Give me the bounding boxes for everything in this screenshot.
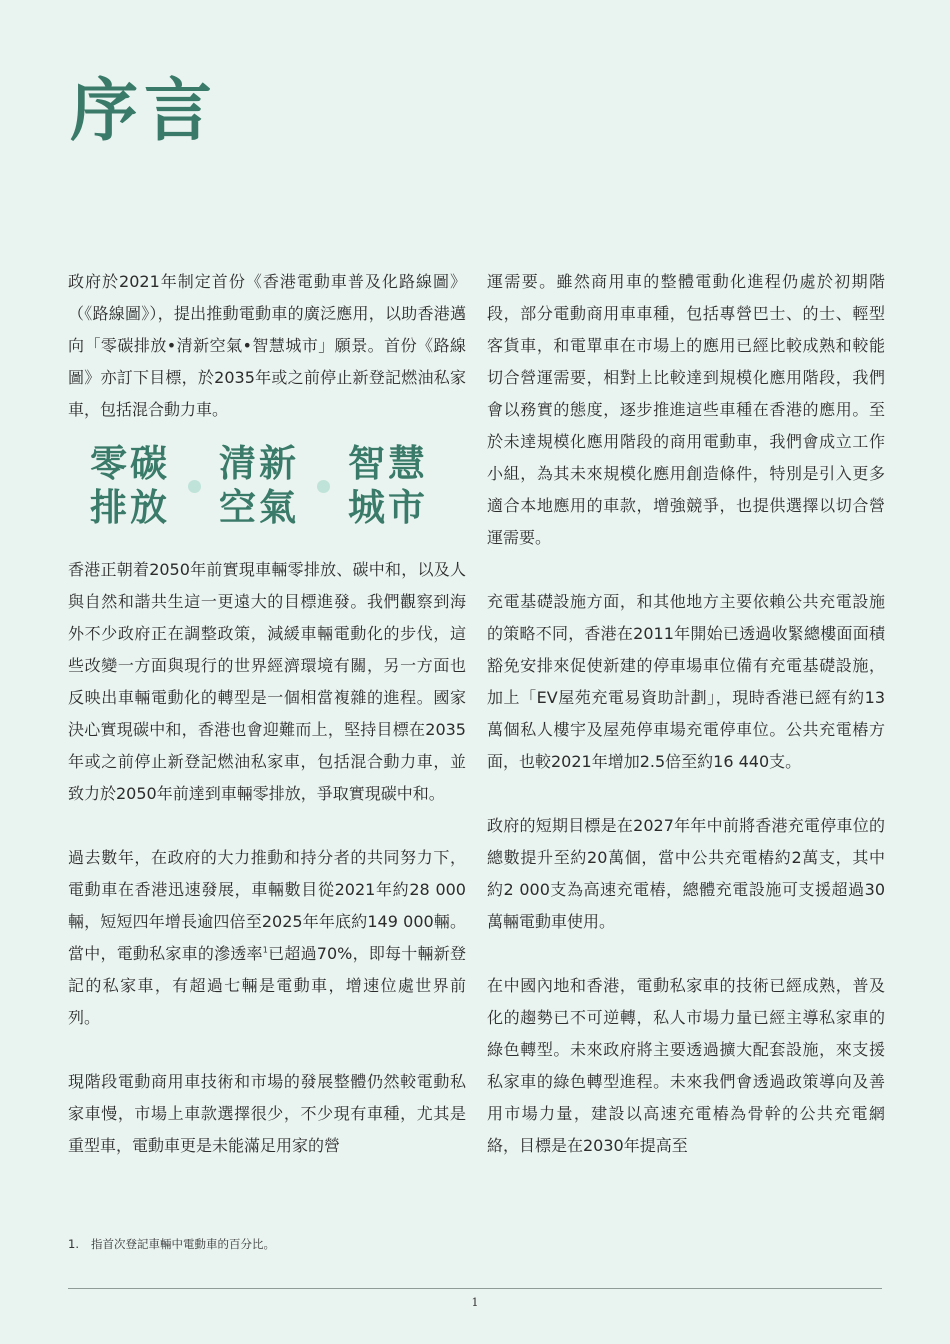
slogan-separator-dot xyxy=(188,480,201,493)
paragraph-commercial-vehicles: 現階段電動商用車技術和市場的發展整體仍然較電動私家車慢，市場上車款選擇很少，不少現有車種，尤其是重型車，電動車更是未能滿足用家的營 xyxy=(68,1072,466,1155)
paragraph-private-car-transition: 在中國內地和香港，電動私家車的技術已經成熟，普及化的趨勢已不可逆轉，私人市場力量已經主導私家車的綠色轉型。未來政府將主要透過擴大配套設施，來支援私家車的綠色轉型進程。未來我們會透過政策導向及善用市場力量，建設以高速充電樁為骨幹的公共充電網絡，目標是在2030年提高至 xyxy=(487,976,885,1155)
paragraph-carbon-neutrality: 香港正朝着2050年前實現車輛零排放、碳中和，以及人與自然和諧共生這一更遠大的目標進發。我們觀察到海外不少政府正在調整政策，減緩車輛電動化的步伐，這些改變一方面與現行的世界經濟環境有關，另一方面也反映出車輛電動化的轉型是一個相當複雜的進程。國家決心實現碳中和，香港也會迎難而上，堅持目標在2035年或之前停止新登記燃油私家車，包括混合動力車，並致力於2050年前達到車輛零排放，爭取實現碳中和。 xyxy=(68,560,466,803)
paragraph-text: 過去數年，在政府的大力推動和持分者的共同努力下，電動車在香港迅速發展，車輛數目從2021年約28 000輛，短短四年增長逾四倍至2025年年底約149 000輛。當中，電動私家車的滲透率 xyxy=(68,848,466,963)
footnote-text: 指首次登記車輛中電動車的百分比。 xyxy=(90,1237,275,1251)
slogan-text: 城市 xyxy=(348,486,428,529)
paragraph-ev-growth xyxy=(68,842,466,1034)
footnote-number: 1. xyxy=(68,1237,79,1251)
left-column xyxy=(68,266,466,1162)
slogan-text: 排放 xyxy=(90,486,170,529)
slogan-clean-air xyxy=(219,442,299,530)
footer-divider xyxy=(68,1288,882,1289)
page-number: 1 xyxy=(471,1296,479,1309)
slogan-zero-carbon xyxy=(90,442,170,530)
paragraph-text: 已超過70%，即每十輛新登記的私家車，有超過七輛是電動車，增速位處世界前列。 xyxy=(68,944,466,1027)
footnote xyxy=(68,1236,275,1252)
paragraph-commercial-vehicles-cont: 運需要。雖然商用車的整體電動化進程仍處於初期階段，部分電動商用車車種，包括專營巴士、的士、輕型客貨車，和電單車在市場上的應用已經比較成熟和較能切合營運需要，相對上比較達到規模化應用階段，我們會以務實的態度，逐步推進這些車種在香港的應用。至於未達規模化應用階段的商用電動車，我們會成立工作小組，為其未來規模化應用創造條件，特別是引入更多適合本地應用的車款，增強競爭，也提供選擇以切合營運需要。 xyxy=(487,272,885,547)
slogan-text: 智慧 xyxy=(348,442,428,485)
footnote-reference: 1 xyxy=(262,945,268,955)
paragraph-charging-infrastructure: 充電基礎設施方面，和其他地方主要依賴公共充電設施的策略不同，香港在2011年開始已透過收緊總樓面面積豁免安排來促使新建的停車場車位備有充電基礎設施，加上「EV屋苑充電易資助計劃」，現時香港已經有約13萬個私人樓宇及屋苑停車場充電停車位。公共充電樁方面，也較2021年增加2.5倍至約16 440支。 xyxy=(487,592,885,771)
right-column xyxy=(487,266,885,1162)
slogan-text: 清新 xyxy=(219,442,299,485)
slogan-text: 空氣 xyxy=(219,486,299,529)
page-title: 序言 xyxy=(70,72,219,151)
slogan-text: 零碳 xyxy=(90,442,170,485)
slogan-smart-city xyxy=(348,442,428,530)
vision-slogan-graphic xyxy=(68,426,466,548)
paragraph-short-term-target: 政府的短期目標是在2027年年中前將香港充電停車位的總數提升至約20萬個，當中公共充電樁約2萬支，其中約2 000支為高速充電樁，總體充電設施可支援超過30萬輛電動車使用。 xyxy=(487,816,885,931)
slogan-separator-dot xyxy=(317,480,330,493)
paragraph-roadmap-intro: 政府於2021年制定首份《香港電動車普及化路線圖》（《路線圖》），提出推動電動車的廣泛應用，以助香港邁向「零碳排放•清新空氣•智慧城市」願景。首份《路線圖》亦訂下目標，於2035年或之前停止新登記燃油私家車，包括混合動力車。 xyxy=(68,272,466,419)
